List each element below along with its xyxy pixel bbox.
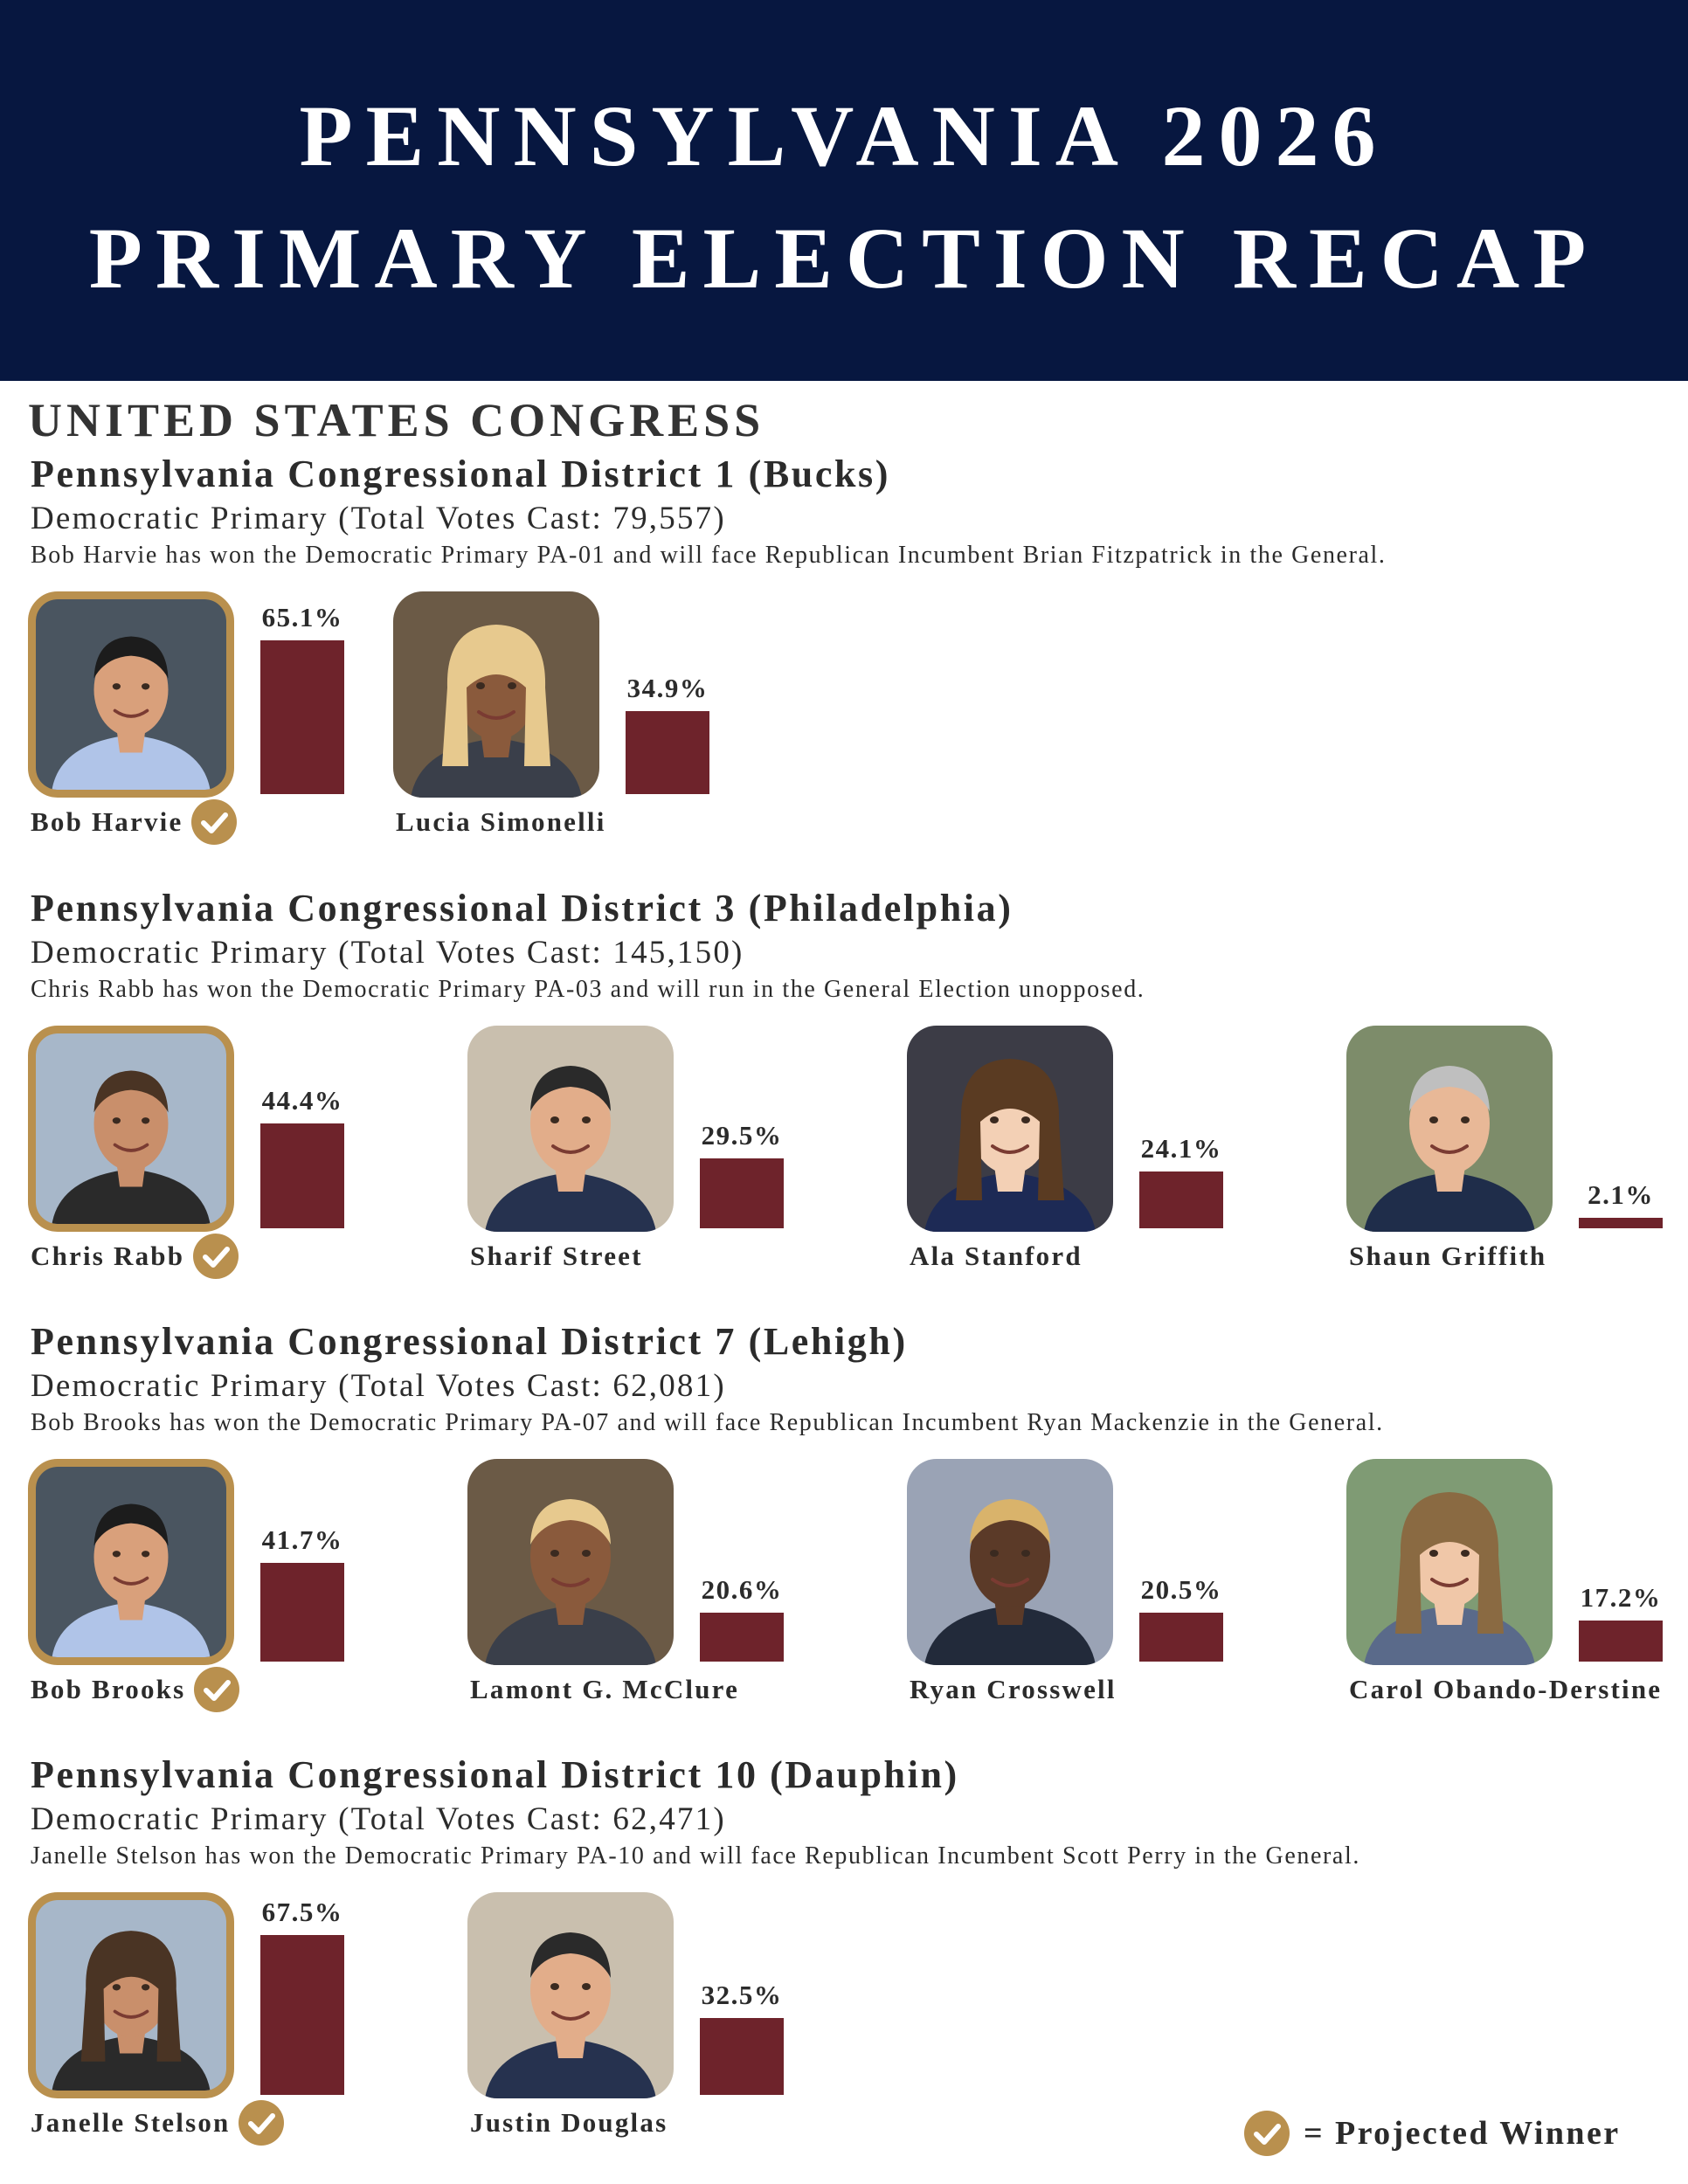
- portrait-man-dark-suit: [467, 1892, 674, 2098]
- portrait-man-red-glasses: [36, 1033, 226, 1224]
- vote-share-label: 29.5%: [701, 1120, 783, 1151]
- checkmark-icon: [1244, 2111, 1290, 2156]
- candidate-photo: [467, 1026, 674, 1232]
- race-subtitle: Democratic Primary (Total Votes Cast: 62,081): [31, 1368, 726, 1404]
- vote-share-bar: [1139, 1613, 1223, 1662]
- header-banner: [0, 0, 1688, 381]
- vote-share-bar: [1579, 1218, 1663, 1228]
- race-block: [0, 1319, 1688, 1752]
- portrait-man-gray-beard: [36, 1467, 226, 1657]
- vote-share-label: 34.9%: [626, 673, 709, 703]
- candidate-photo: [393, 591, 599, 798]
- vote-share-label: 67.5%: [261, 1897, 343, 1927]
- vote-share-label: 20.5%: [1140, 1574, 1222, 1605]
- vote-share-bar: [260, 640, 344, 794]
- race-block: [0, 452, 1688, 885]
- portrait-man-suit: [467, 1459, 674, 1665]
- candidate-name: Lucia Simonelli: [396, 806, 606, 837]
- vote-share-bar: [1579, 1621, 1663, 1662]
- portrait-man-glasses: [1346, 1026, 1553, 1232]
- vote-share-bar: [260, 1563, 344, 1662]
- candidate-name: Lamont G. McClure: [470, 1674, 740, 1704]
- portrait-woman-curly-hair: [1346, 1459, 1553, 1665]
- portrait-woman-braids: [907, 1026, 1113, 1232]
- race-block: [0, 886, 1688, 1319]
- race-title: Pennsylvania Congressional District 7 (Lehigh): [31, 1320, 908, 1363]
- race-subtitle: Democratic Primary (Total Votes Cast: 145,150): [31, 935, 744, 971]
- vote-share-bar: [700, 1613, 784, 1662]
- candidate-photo: [28, 591, 234, 798]
- portrait-man-beard: [467, 1026, 674, 1232]
- candidate-name: Ryan Crosswell: [910, 1674, 1117, 1704]
- section-heading: UNITED STATES CONGRESS: [28, 394, 765, 446]
- candidate-name: Justin Douglas: [470, 2107, 668, 2138]
- checkmark-icon: [191, 799, 237, 845]
- race-title: Pennsylvania Congressional District 3 (Philadelphia): [31, 887, 1013, 930]
- checkmark-icon: [194, 1667, 239, 1712]
- vote-share-bar: [700, 1158, 784, 1228]
- candidate-name: Carol Obando-Derstine: [1349, 1674, 1663, 1704]
- page-title-line-1: PENNSYLVANIA 2026: [299, 87, 1389, 184]
- race-title: Pennsylvania Congressional District 10 (Dauphin): [31, 1753, 959, 1796]
- vote-share-bar: [626, 711, 709, 794]
- vote-share-label: 17.2%: [1580, 1582, 1662, 1613]
- vote-share-label: 20.6%: [701, 1574, 783, 1605]
- candidate-photo: [1346, 1026, 1553, 1232]
- race-subtitle: Democratic Primary (Total Votes Cast: 62,471): [31, 1801, 726, 1837]
- vote-share-bar: [1139, 1171, 1223, 1228]
- race-title: Pennsylvania Congressional District 1 (Bucks): [31, 453, 891, 495]
- candidate-photo: [1346, 1459, 1553, 1665]
- vote-share-label: 65.1%: [261, 602, 343, 632]
- vote-share-label: 24.1%: [1140, 1133, 1222, 1164]
- race-result-note: Janelle Stelson has won the Democratic Primary PA-10 and will face Republican Incumbent Scott Perry in the General.: [31, 1842, 1360, 1870]
- vote-share-label: 41.7%: [261, 1524, 343, 1555]
- candidate-photo: [907, 1459, 1113, 1665]
- candidate-photo: [28, 1892, 234, 2098]
- race-result-note: Bob Harvie has won the Democratic Primary PA-01 and will face Republican Incumbent Brian Fitzpatrick in the General.: [31, 542, 1387, 569]
- checkmark-icon: [193, 1234, 239, 1279]
- legend-label: = Projected Winner: [1304, 2115, 1621, 2152]
- portrait-man-gray-hair: [36, 599, 226, 790]
- candidate-photo: [907, 1026, 1113, 1232]
- race-result-note: Chris Rabb has won the Democratic Primary PA-03 and will run in the General Election unopposed.: [31, 976, 1145, 1003]
- candidate-photo: [28, 1459, 234, 1665]
- candidate-name: Shaun Griffith: [1349, 1241, 1547, 1271]
- race-subtitle: Democratic Primary (Total Votes Cast: 79,557): [31, 501, 726, 536]
- candidate-photo: [467, 1459, 674, 1665]
- candidate-name: Chris Rabb: [31, 1241, 185, 1271]
- vote-share-label: 2.1%: [1588, 1179, 1654, 1210]
- portrait-woman-blonde: [393, 591, 599, 798]
- vote-share-bar: [260, 1123, 344, 1228]
- vote-share-label: 44.4%: [261, 1085, 343, 1116]
- checkmark-icon: [239, 2100, 284, 2146]
- vote-share-bar: [260, 1935, 344, 2095]
- race-result-note: Bob Brooks has won the Democratic Primary PA-07 and will face Republican Incumbent Ryan Mackenzie in the General.: [31, 1409, 1384, 1436]
- vote-share-label: 32.5%: [701, 1980, 783, 2010]
- candidate-name: Sharif Street: [470, 1241, 643, 1271]
- portrait-man-outdoors: [907, 1459, 1113, 1665]
- candidate-name: Janelle Stelson: [31, 2107, 231, 2138]
- candidate-name: Bob Harvie: [31, 806, 183, 837]
- candidate-name: Ala Stanford: [910, 1241, 1083, 1271]
- candidate-photo: [467, 1892, 674, 2098]
- candidate-photo: [28, 1026, 234, 1232]
- page-title-line-2: PRIMARY ELECTION RECAP: [88, 210, 1600, 307]
- vote-share-bar: [700, 2018, 784, 2095]
- candidate-name: Bob Brooks: [31, 1674, 186, 1704]
- portrait-woman-blonde-short: [36, 1900, 226, 2091]
